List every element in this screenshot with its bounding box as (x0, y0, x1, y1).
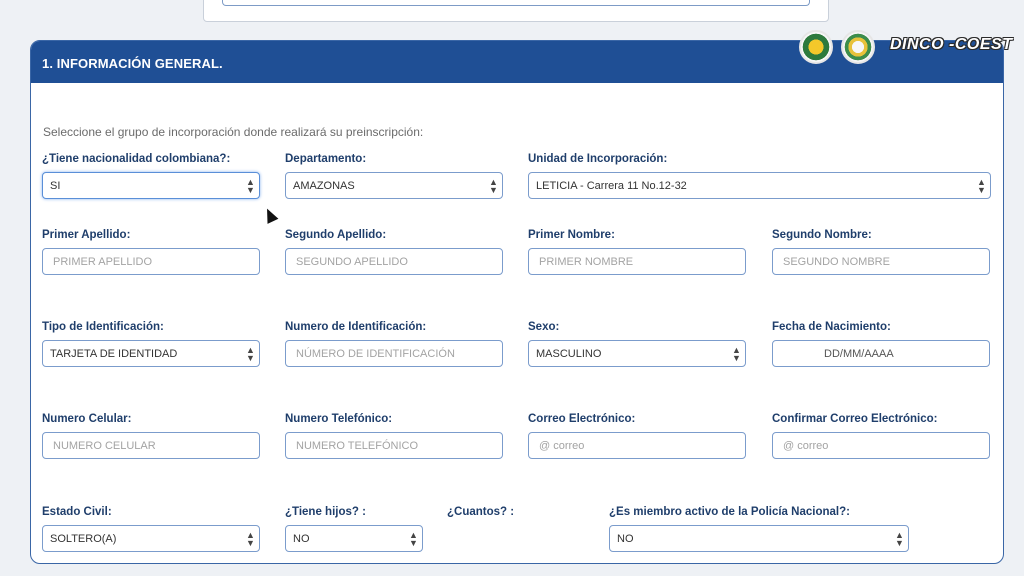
hijos-field (285, 506, 425, 554)
fecha-nacimiento-field (772, 321, 992, 369)
estado-civil-select[interactable] (42, 525, 260, 552)
departamento-field (285, 153, 505, 201)
fecha-nacimiento-placeholder: DD/MM/AAAA (824, 348, 894, 360)
segundo-nombre-field (772, 229, 992, 277)
updown-chevron-icon: ▲ ▼ (895, 530, 904, 548)
departamento-label: Departamento: (285, 153, 367, 165)
segundo-apellido-field (285, 229, 505, 277)
correo-input[interactable] (528, 432, 746, 459)
police-seal-icon (799, 30, 833, 64)
hijos-label: ¿Tiene hijos? : (285, 506, 366, 518)
primer-apellido-field (42, 229, 262, 277)
policia-value: NO (617, 533, 634, 545)
school-seal-icon (841, 30, 875, 64)
fecha-nacimiento-label: Fecha de Nacimiento: (772, 321, 891, 333)
telefono-input[interactable] (285, 432, 503, 459)
segundo-apellido-input[interactable] (285, 248, 503, 275)
primer-apellido-input[interactable] (42, 248, 260, 275)
confirmar-correo-placeholder: @ correo (783, 440, 829, 452)
policia-field (609, 506, 911, 554)
segundo-apellido-label: Segundo Apellido: (285, 229, 387, 241)
tipo-id-select[interactable] (42, 340, 260, 367)
unidad-label: Unidad de Incorporación: (528, 153, 668, 165)
primer-apellido-label: Primer Apellido: (42, 229, 131, 241)
fecha-nacimiento-input[interactable] (772, 340, 990, 367)
nacionalidad-label: ¿Tiene nacionalidad colombiana?: (42, 153, 231, 165)
confirmar-correo-input[interactable] (772, 432, 990, 459)
confirmar-correo-field (772, 413, 992, 461)
estado-civil-field (42, 506, 262, 554)
segundo-nombre-label: Segundo Nombre: (772, 229, 872, 241)
hijos-select[interactable] (285, 525, 423, 552)
estado-civil-label: Estado Civil: (42, 506, 112, 518)
updown-chevron-icon: ▲ ▼ (489, 177, 498, 195)
celular-label: Numero Celular: (42, 413, 132, 425)
previous-input[interactable] (222, 0, 810, 6)
primer-nombre-label: Primer Nombre: (528, 229, 615, 241)
hijos-value: NO (293, 533, 310, 545)
sexo-select[interactable] (528, 340, 746, 367)
nacionalidad-select[interactable] (42, 172, 260, 199)
numero-id-input[interactable] (285, 340, 503, 367)
sexo-field (528, 321, 748, 369)
previous-section-panel (203, 0, 829, 22)
section-title: 1. INFORMACIÓN GENERAL. (42, 56, 223, 71)
celular-placeholder: NUMERO CELULAR (53, 440, 156, 452)
confirmar-correo-label: Confirmar Correo Electrónico: (772, 413, 938, 425)
nacionalidad-field (42, 153, 262, 201)
departamento-select[interactable] (285, 172, 503, 199)
cuantos-label: ¿Cuantos? : (447, 506, 515, 518)
updown-chevron-icon: ▲ ▼ (732, 345, 741, 363)
updown-chevron-icon: ▲ ▼ (246, 345, 255, 363)
estado-civil-value: SOLTERO(A) (50, 533, 117, 545)
policia-select[interactable] (609, 525, 909, 552)
tipo-id-value: TARJETA DE IDENTIDAD (50, 348, 178, 360)
telefono-label: Numero Telefónico: (285, 413, 393, 425)
tipo-id-field (42, 321, 262, 369)
sexo-label: Sexo: (528, 321, 560, 333)
segundo-apellido-placeholder: SEGUNDO APELLIDO (296, 256, 408, 268)
correo-placeholder: @ correo (539, 440, 585, 452)
unidad-field (528, 153, 993, 201)
sexo-value: MASCULINO (536, 348, 602, 360)
celular-input[interactable] (42, 432, 260, 459)
nacionalidad-value: SI (50, 180, 61, 192)
primer-nombre-placeholder: PRIMER NOMBRE (539, 256, 634, 268)
unidad-value: LETICIA - Carrera 11 No.12-32 (536, 180, 687, 192)
celular-field (42, 413, 262, 461)
segundo-nombre-input[interactable] (772, 248, 990, 275)
brand-text: DINCO -COEST (890, 36, 1013, 53)
cuantos-field (447, 506, 547, 526)
primer-apellido-placeholder: PRIMER APELLIDO (53, 256, 153, 268)
updown-chevron-icon: ▲ ▼ (246, 177, 255, 195)
general-info-card (30, 40, 1004, 564)
numero-id-label: Numero de Identificación: (285, 321, 427, 333)
correo-label: Correo Electrónico: (528, 413, 636, 425)
primer-nombre-input[interactable] (528, 248, 746, 275)
updown-chevron-icon: ▲ ▼ (977, 177, 986, 195)
updown-chevron-icon: ▲ ▼ (409, 530, 418, 548)
numero-id-placeholder: NÚMERO DE IDENTIFICACIÓN (296, 348, 455, 360)
telefono-field (285, 413, 505, 461)
numero-id-field (285, 321, 505, 369)
updown-chevron-icon: ▲ ▼ (246, 530, 255, 548)
policia-label: ¿Es miembro activo de la Policía Nacional?: (609, 506, 850, 518)
unidad-select[interactable] (528, 172, 991, 199)
primer-nombre-field (528, 229, 748, 277)
tipo-id-label: Tipo de Identificación: (42, 321, 164, 333)
departamento-value: AMAZONAS (293, 180, 355, 192)
segundo-nombre-placeholder: SEGUNDO NOMBRE (783, 256, 890, 268)
telefono-placeholder: NUMERO TELEFÓNICO (296, 440, 419, 452)
correo-field (528, 413, 748, 461)
intro-text: Seleccione el grupo de incorporación donde realizará su preinscripción: (43, 125, 424, 139)
